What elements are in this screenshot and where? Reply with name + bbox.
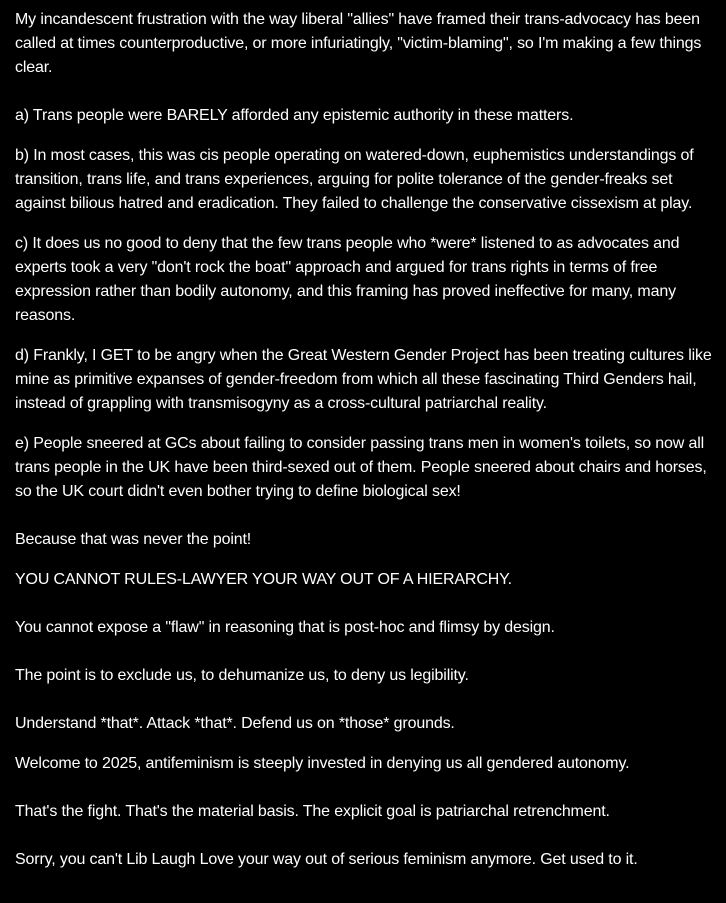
point-a: a) Trans people were BARELY afforded any epistemic authority in these matters. xyxy=(15,107,574,124)
point-line: The point is to exclude us, to dehumanize us, to deny us legibility. xyxy=(15,667,469,684)
fight-line: That's the fight. That's the material basis. The explicit goal is patriarchal retrenchment. xyxy=(15,803,610,820)
point-c: c) It does us no good to deny that the few trans people who *were* listened to as advocates and experts took a very "don't rock the boat" approach and argued for trans rights in terms of free expression rather than bodily autonomy, and this framing has proved ineffective for many, many reasons. xyxy=(15,235,680,324)
post-body xyxy=(15,8,715,872)
welcome-line: Welcome to 2025, antifeminism is steeply invested in denying us all gendered autonomy. xyxy=(15,755,630,772)
flaw-line: You cannot expose a "flaw" in reasoning that is post-hoc and flimsy by design. xyxy=(15,619,555,636)
point-b: b) In most cases, this was cis people operating on watered-down, euphemistics understandings of transition, trans life, and trans experiences, arguing for polite tolerance of the gender-freaks set against bilious hatred and eradication. They failed to challenge the conservative cissexism at play. xyxy=(15,147,694,212)
point-d: d) Frankly, I GET to be angry when the Great Western Gender Project has been treating cultures like mine as primitive expanses of gender-freedom from which all these fascinating Third Genders hail, instead of grappling with transmisogyny as a cross-cultural patriarchal reality. xyxy=(15,347,712,412)
sorry-line: Sorry, you can't Lib Laugh Love your way out of serious feminism anymore. Get used to it. xyxy=(15,851,638,868)
hierarchy-line: YOU CANNOT RULES-LAWYER YOUR WAY OUT OF A HIERARCHY. xyxy=(15,571,512,588)
intro-paragraph: My incandescent frustration with the way liberal "allies" have framed their trans-advocacy has been called at times counterproductive, or more infuriatingly, "victim-blaming", so I'm making a few things clear. xyxy=(15,11,702,76)
point-e: e) People sneered at GCs about failing to consider passing trans men in women's toilets, so now all trans people in the UK have been third-sexed out of them. People sneered about chairs and horses, so the UK court didn't even bother trying to define biological sex! xyxy=(15,435,707,500)
because-line: Because that was never the point! xyxy=(15,531,252,548)
understand-line: Understand *that*. Attack *that*. Defend us on *those* grounds. xyxy=(15,715,455,732)
